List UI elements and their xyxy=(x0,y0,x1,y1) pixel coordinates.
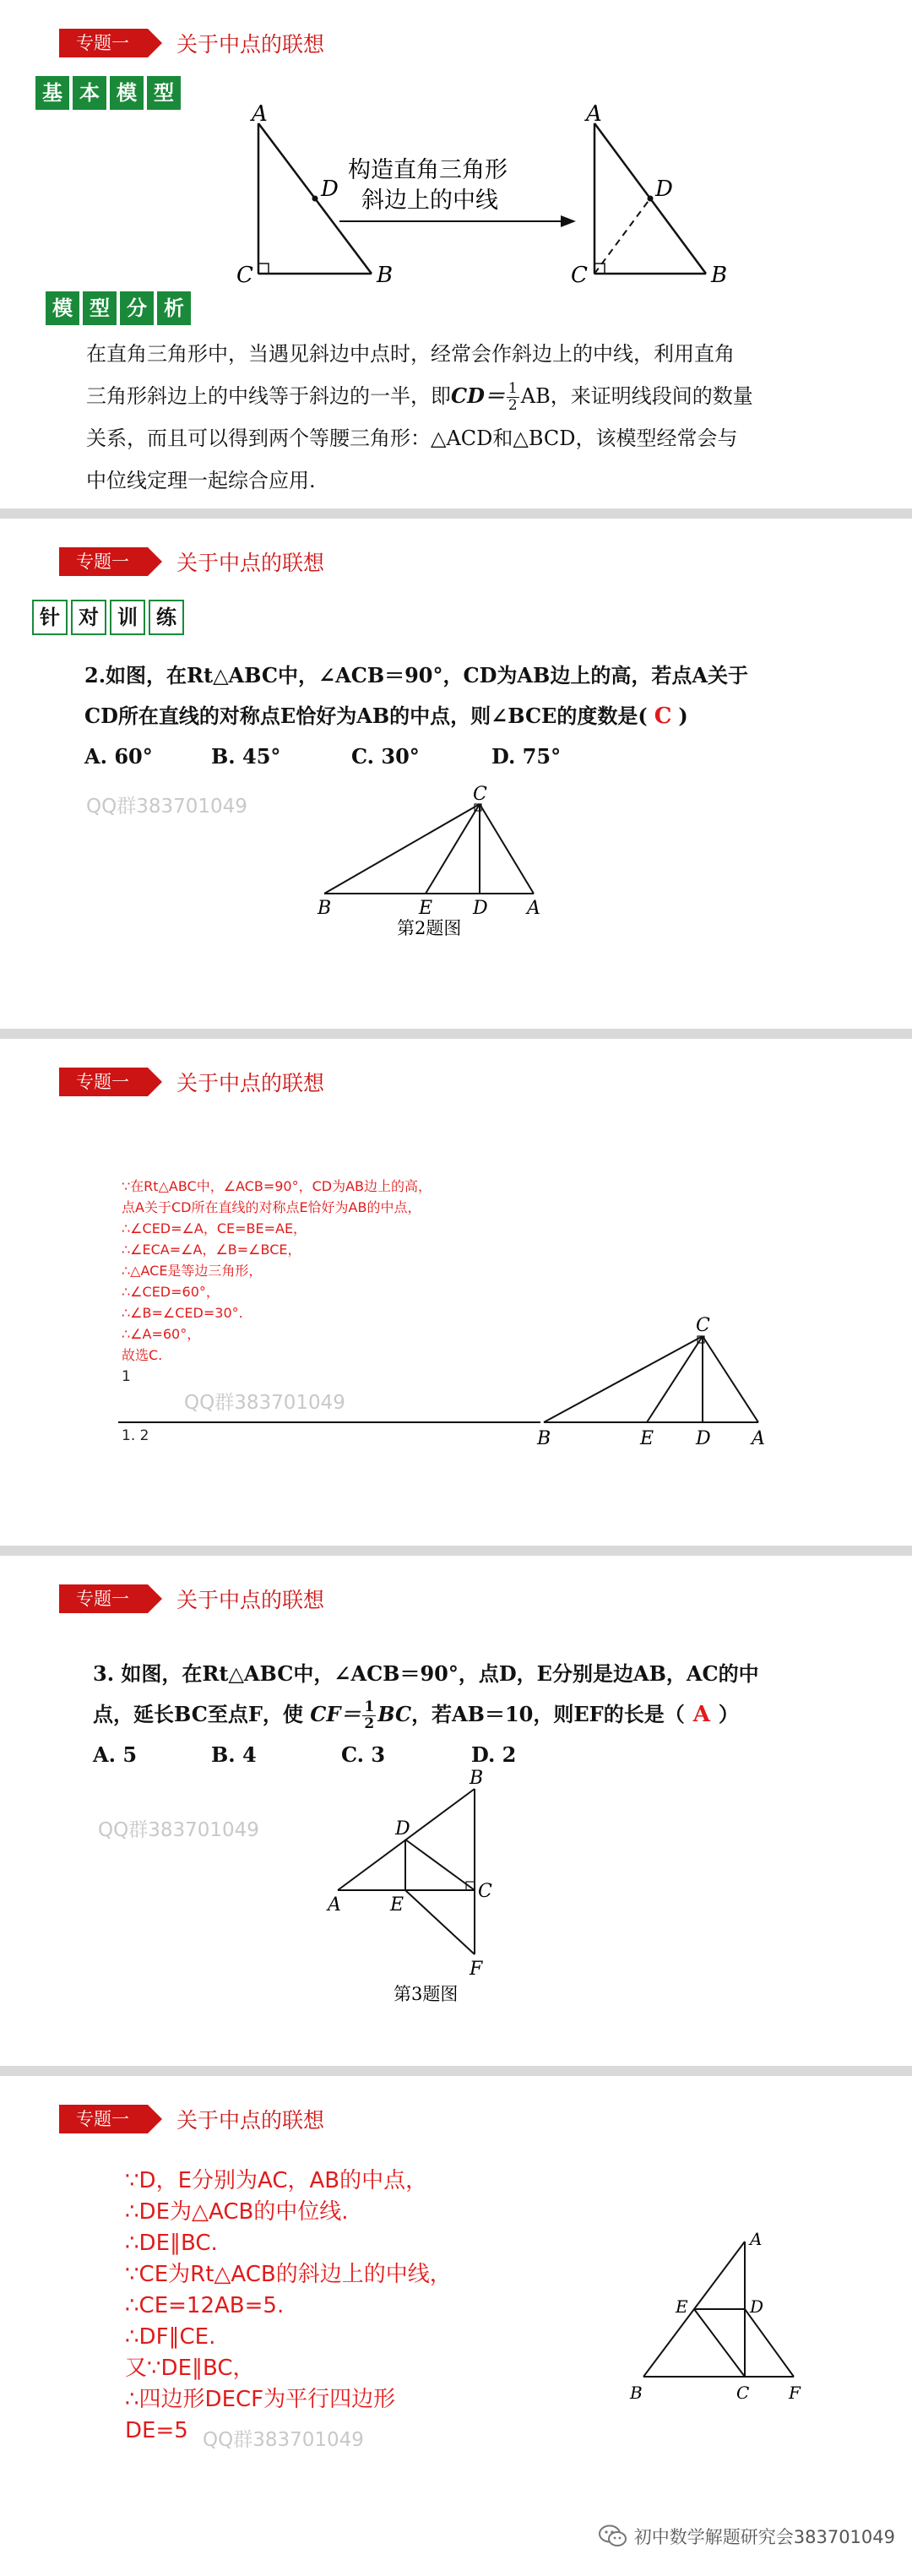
caption-3: 第3题图 xyxy=(394,1984,459,2004)
analysis-text: 在直角三角形中，当遇见斜边中点时，经常会作斜边上的中线，利用直角 三角形斜边上的中线等于斜边的一半，即CD＝ $\frac{1}{2}$ AB，来证明线段间的数量 关系，而且可以得到两个等腰三角形：△ACD和△BCD，该模型经常会与 中位线定理一起综合应用. xyxy=(86,342,753,492)
training-tag: 针 对 训 练 xyxy=(32,600,187,635)
svg-text:B: B xyxy=(377,263,394,288)
svg-text:D: D xyxy=(696,1428,711,1449)
figure-3-solution xyxy=(0,2076,912,2576)
answer-3: A xyxy=(692,1702,710,1727)
fraction-half: $\frac{1}{2}$ xyxy=(364,1698,375,1732)
svg-text:B: B xyxy=(318,898,332,919)
figure-2 xyxy=(0,519,912,1029)
answer-2: C xyxy=(654,704,672,729)
svg-text:C: C xyxy=(473,784,487,805)
svg-text:C: C xyxy=(571,263,588,288)
svg-text:F: F xyxy=(789,2383,801,2403)
figure-3 xyxy=(0,1556,912,2066)
slide-solution-2 xyxy=(0,1039,912,1546)
svg-text:B: B xyxy=(537,1428,551,1449)
svg-text:C: C xyxy=(736,2383,750,2403)
solution-3-text: ∵D，E分别为AC，AB的中点， ∴DE为△ACB的中位线. ∴DE∥BC. ∵CE为Rt△ACB的斜边上的中线， ∴CE=12AB=5. ∴DF∥CE. 又∵DE∥BC， ∴四边形DECF为平行四边形 DE=5 xyxy=(125,2168,452,2443)
svg-text:A: A xyxy=(328,1894,341,1916)
topic-header: 专题一 关于中点的联想 xyxy=(59,2105,324,2133)
svg-text:F: F xyxy=(470,1959,483,1980)
svg-text:D: D xyxy=(395,1818,410,1840)
svg-text:D: D xyxy=(655,177,673,202)
options-2: A. 60° B. 45° C. 30° D. 75° xyxy=(84,744,562,769)
svg-text:A: A xyxy=(752,1428,765,1449)
svg-text:A: A xyxy=(527,898,540,919)
svg-text:C: C xyxy=(696,1315,710,1336)
slide-solution-3 xyxy=(0,2076,912,2576)
svg-text:A: A xyxy=(252,101,268,127)
arrow-text-2: 斜边上的中线 xyxy=(361,187,498,214)
svg-text:B: B xyxy=(630,2383,643,2403)
svg-text:D: D xyxy=(321,177,339,202)
svg-text:E: E xyxy=(676,2296,688,2317)
svg-text:E: E xyxy=(390,1894,404,1916)
question-2-text: 2.如图，在Rt△ABC中，∠ACB＝90°，CD为AB边上的高，若点A关于 CD所在直线的对称点E恰好为AB的中点，则∠BCE的度数是( C ) A. 60° B. 45° C. 30° D. 75° xyxy=(84,655,895,777)
wechat-icon xyxy=(599,2524,627,2548)
topic-title: 关于中点的联想 xyxy=(176,32,325,57)
slide-basic-model xyxy=(0,0,912,508)
fraction-half: $\frac{1}{2}$ xyxy=(508,380,518,414)
svg-text:C: C xyxy=(478,1881,492,1902)
footer-credit: 初中数学解题研究会383701049 xyxy=(599,2524,895,2549)
svg-text:A: A xyxy=(750,2229,763,2249)
arrow-text-1: 构造直角三角形 xyxy=(348,157,508,183)
watermark: QQ群383701049 xyxy=(203,2429,364,2451)
figure-2-solution xyxy=(0,1039,912,1546)
slide-question-3 xyxy=(0,1556,912,2066)
solution-2-text: ∵在Rt△ABC中，∠ACB=90°，CD为AB边上的高， 点A关于CD所在直线的对称点E恰好为AB的中点， ∴∠CED=∠A，CE=BE=AE， ∴∠ECA=∠A，∠B=∠BCE， ∴△ACE是等边三角形， ∴∠CED=60°， ∴∠B=∠CED=30°. ∴∠A=60°， 故选C. xyxy=(122,1178,432,1363)
svg-text:E: E xyxy=(640,1428,654,1449)
topic-tag: 专题一 xyxy=(59,29,148,57)
svg-text:D: D xyxy=(750,2296,764,2317)
caption-2: 第2题图 xyxy=(397,918,462,938)
svg-text:C: C xyxy=(236,263,253,288)
question-3-text: 3. 如图，在Rt△ABC中，∠ACB＝90°，点D，E分别是边AB，AC的中 点，延长BC至点F，使 CF＝ $\frac{1}{2}$ BC，若AB＝10，则EF的长是（ A ） A. 5 B. 4 C. 3 D. 2 xyxy=(93,1654,904,1775)
svg-text:D: D xyxy=(473,898,488,919)
section-number: 1. 2 xyxy=(122,1427,149,1444)
topic-header: 专题一 关于中点的联想 xyxy=(59,1584,324,1613)
model-analysis-tag: 模 型 分 析 xyxy=(46,291,194,325)
svg-text:A: A xyxy=(586,101,602,127)
page-number: 1 xyxy=(122,1368,131,1385)
watermark: QQ群383701049 xyxy=(86,796,247,818)
topic-header: 专题一 关于中点的联想 xyxy=(59,547,324,576)
watermark: QQ群383701049 xyxy=(184,1392,345,1414)
svg-text:B: B xyxy=(470,1768,484,1789)
options-3: A. 5 B. 4 C. 3 D. 2 xyxy=(93,1742,517,1767)
svg-text:E: E xyxy=(419,898,433,919)
basic-model-tag: 基 本 模 型 xyxy=(35,76,184,110)
watermark: QQ群383701049 xyxy=(98,1819,259,1841)
topic-header: 专题一 关于中点的联想 xyxy=(59,1068,324,1096)
svg-text:B: B xyxy=(711,263,728,288)
model-figure xyxy=(0,0,912,304)
slide-question-2 xyxy=(0,519,912,1029)
